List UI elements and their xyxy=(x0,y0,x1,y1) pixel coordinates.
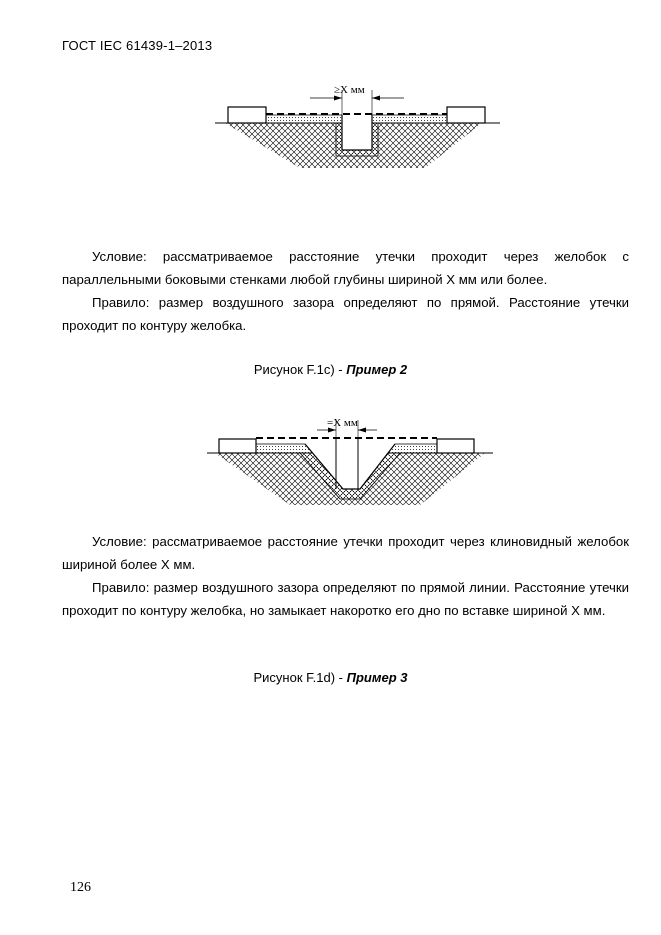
left-block xyxy=(219,439,256,453)
rule-paragraph-2: Правило: размер воздушного зазора определяют по прямой линии. Расстояние утечки проходит по контуру желобка, но замыкает накоротко его дно по вставке шириной X мм. xyxy=(62,580,629,618)
dimension-label: ≥X мм xyxy=(334,84,365,96)
figure-caption-2: Рисунок F.1d) - Пример 3 xyxy=(253,670,408,685)
figure-groove-parallel xyxy=(210,80,500,175)
rule-paragraph-1: Правило: размер воздушного зазора определяют по прямой. Расстояние утечки проходит по контуру желобка. xyxy=(62,295,629,333)
left-block xyxy=(228,107,266,123)
condition-paragraph-1: Условие: рассматриваемое расстояние утечки проходит через желобок с параллельными боковыми стенками любой глубины шириной X мм или более. xyxy=(62,249,629,287)
figure-groove-v-shaped xyxy=(205,415,495,515)
document-header: ГОСТ IEC 61439-1–2013 xyxy=(62,38,213,53)
page-number: 126 xyxy=(70,880,91,895)
figure-caption-1: Рисунок F.1c) - Пример 2 xyxy=(253,362,408,377)
right-block xyxy=(447,107,485,123)
condition-paragraph-2: Условие: рассматриваемое расстояние утечки проходит через клиновидный желобок шириной более X мм. xyxy=(62,534,629,572)
right-block xyxy=(437,439,474,453)
dimension-label: =X мм xyxy=(327,417,358,429)
